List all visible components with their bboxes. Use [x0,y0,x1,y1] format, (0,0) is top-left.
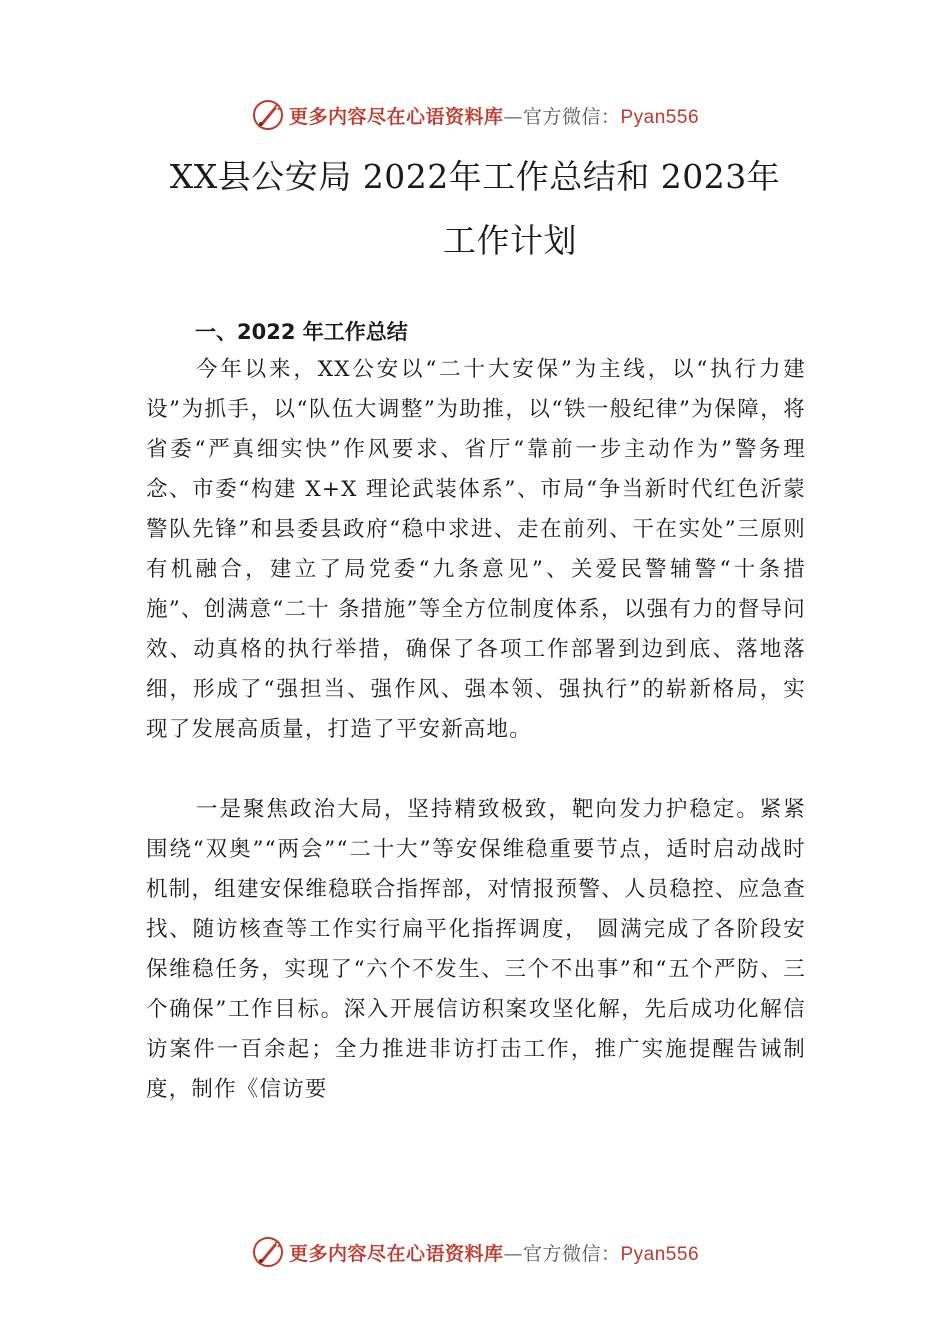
watermark-wechat-id: Pyan556 [620,106,700,128]
body-paragraph: 一是聚焦政治大局，坚持精致极致，靶向发力护稳定。紧紧围绕“双奥”“两会”“二十大”等安保维稳重要节点，适时启动战时机制，组建安保维稳联合指挥部，对情报预警、人员稳控、应急查找、随访核查等工作实行扁平化指挥调度， 圆满完成了各阶段安保维稳任务，实现了“六个不发生、三个不出事”和“五个严防、三个确保”工作目标。深入开展信访积案攻坚化解，先后成功化解信访案件一百余起；全力推进非访打击工作，推广实施提醒告诫制度，制作《信访要 [146,797,806,1102]
watermark-brand: 更多内容尽在心语资料库 [288,1242,504,1265]
watermark-brand: 更多内容尽在心语资料库 [288,105,504,128]
watermark-separator: — [503,105,523,128]
watermark-banner-top [0,95,950,135]
document-title-line-2: 工作计划 [443,221,577,260]
watermark-label: 官方微信： [522,105,621,128]
watermark-banner-bottom [0,1232,950,1272]
watermark-text [289,102,699,129]
watermark-text [289,1239,699,1266]
watermark-separator: — [503,1242,523,1265]
watermark-label: 官方微信： [522,1242,621,1265]
body-paragraph: 今年以来，XX公安以“二十大安保”为主线，以“执行力建设”为抓手，以“队伍大调整”为助推，以“铁一般纪律”为保障，将省委“严真细实快”作风要求、省厅“靠前一步主动作为”警务理念、市委“构建 X+X 理论武装体系”、市局“争当新时代红色沂蒙警队先锋”和县委县政府“稳中求进、走在前列、干在实处”三原则有机融合，建立了局党委“九条意见”、关爱民警辅警“十条措施”、创满意“二十 条措施”等全方位制度体系，以强有力的督导问效、动真格的执行举措，确保了各项工作部署到边到底、落地落细，形成了“强担当、强作风、强本领、强执行”的崭新格局，实 现了发展高质量，打造了平安新高地。 [146,357,806,742]
document-title-line-1: XX县公安局 2022年工作总结和 2023年 [169,157,781,196]
feather-pen-logo-icon [251,98,285,132]
section-heading: 一、2022 年工作总结 [195,320,408,344]
watermark-wechat-id: Pyan556 [620,1243,700,1265]
feather-pen-logo-icon [251,1235,285,1269]
